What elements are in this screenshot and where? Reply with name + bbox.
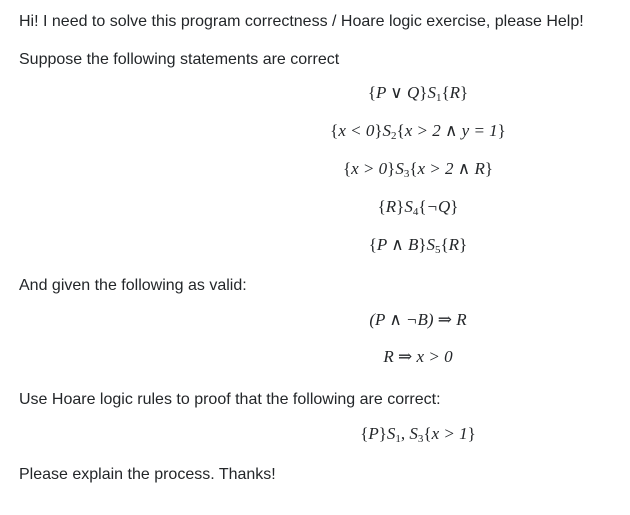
premise-intro-text: Suppose the following statements are correct (19, 51, 340, 68)
triple-s4: $\{R\}S_4\{\neg Q\}$ (377, 197, 459, 218)
closing-text: Please explain the process. Thanks! (19, 466, 276, 483)
implication-2: R ⇒ x > 0 (383, 347, 453, 366)
implication-1: (P ∧ ¬B) ⇒ R (369, 310, 467, 329)
triple-s3: $\{x > 0\}S_3\{x > 2$ ∧ R} (342, 159, 494, 180)
goal-triple: $\{P\}S_1$, $S_3\{x > 1\}$ (360, 424, 476, 445)
triple-s2: $\{x < 0\}S_2\{x > 2$ ∧ y = 1} (330, 121, 506, 142)
triple-s5: {P ∧ $B\}S_5\{R\}$ (368, 235, 468, 256)
triple-s1: {P ∨ $Q\}S_1\{R\}$ (367, 83, 469, 104)
valid-intro-text: And given the following as valid: (19, 277, 247, 294)
goal-intro-text: Use Hoare logic rules to proof that the following are correct: (19, 391, 441, 408)
intro-text: Hi! I need to solve this program correctness / Hoare logic exercise, please Help! (19, 13, 584, 30)
